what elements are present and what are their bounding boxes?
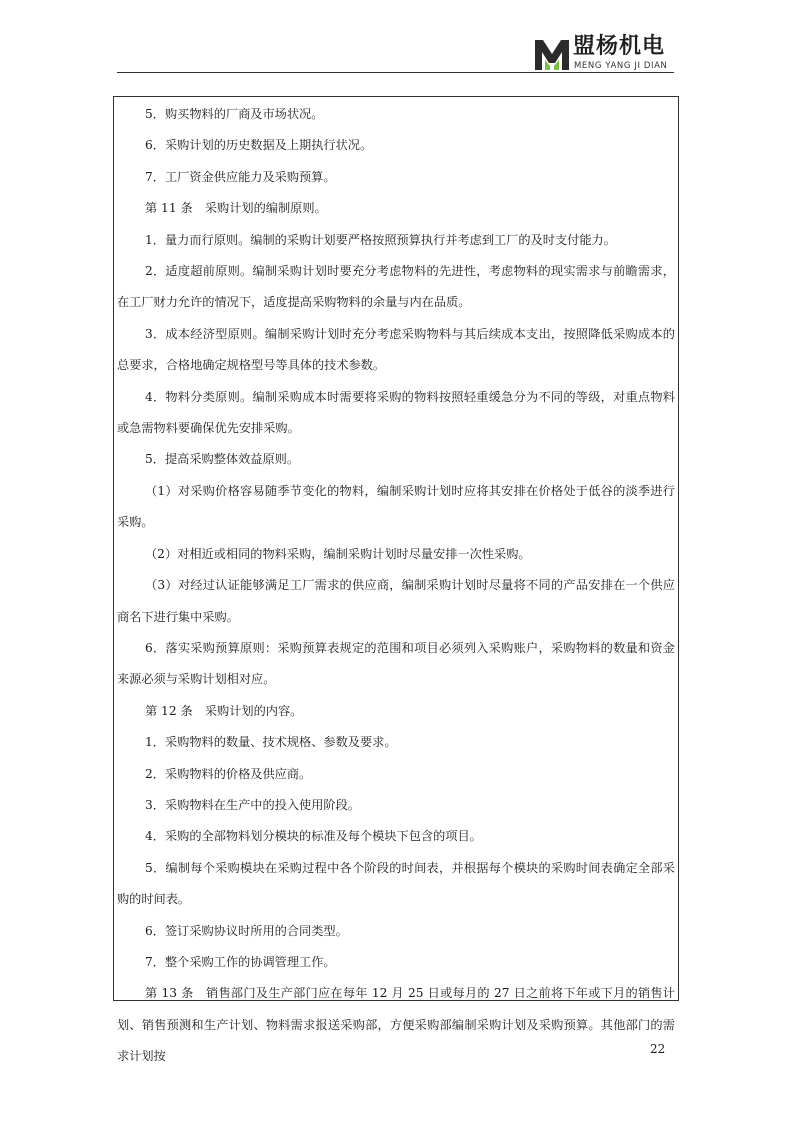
paragraph: 4．采购的全部物料划分模块的标准及每个模块下包含的项目。 (145, 829, 482, 844)
paragraph: 1．采购物料的数量、技术规格、参数及要求。 (145, 735, 397, 750)
paragraph: 1．量力而行原则。编制的采购计划要严格按照预算执行并考虑到工厂的及时支付能力。 (145, 232, 616, 247)
paragraph: 3．采购物料在生产中的投入使用阶段。 (145, 797, 360, 812)
paragraph: 2．适度超前原则。编制采购计划时要充分考虑物料的先进性，考虑物料的现实需求与前瞻需求，在工厂财力允许的情况下，适度提高采购物料的余量与内在品质。 (117, 264, 675, 310)
document-body (117, 99, 675, 1073)
paragraph: （2）对相近或相同的物料采购，编制采购计划时尽量安排一次性采购。 (145, 546, 531, 561)
paragraph: 2．采购物料的价格及供应商。 (145, 766, 312, 781)
brand-name-cn: 盟杨机电 (573, 34, 666, 59)
paragraph: （1）对采购价格容易随季节变化的物料，编制采购计划时应将其安排在价格处于低谷的淡季进行采购。 (117, 483, 675, 530)
brand-name-en: MENG YANG JI DIAN (574, 61, 668, 71)
article-heading: 第 12 条 采购计划的内容。 (145, 703, 303, 718)
paragraph: 7．工厂资金供应能力及采购预算。 (145, 169, 336, 184)
paragraph: 4．物料分类原则。编制采购成本时需要将采购的物料按照轻重缓急分为不同的等级，对重点物料或急需物料要确保优先安排采购。 (117, 389, 675, 436)
my-logo-icon (534, 38, 570, 71)
paragraph: 5．提高采购整体效益原则。 (145, 452, 300, 467)
page-header (0, 0, 793, 75)
paragraph: 6．落实采购预算原则：采购预算表规定的范围和项目必须列入采购账户，采购物料的数量和资金来源必须与采购计划相对应。 (117, 640, 675, 687)
paragraph: 7．整个采购工作的协调管理工作。 (145, 954, 336, 969)
paragraph: 5．编制每个采购模块在采购过程中各个阶段的时间表，并根据每个模块的采购时间表确定全部采购的时间表。 (117, 860, 675, 907)
article-heading: 第 11 条 采购计划的编制原则。 (145, 201, 327, 216)
paragraph: 3．成本经济型原则。编制采购计划时充分考虑采购物料与其后续成本支出，按照降低采购成本的总要求，合格地确定规格型号等具体的技术参数。 (117, 326, 675, 373)
page-number: 22 (650, 1042, 666, 1056)
article-heading: 第 13 条 销售部门及生产部门应在每年 12 月 25 日或每月的 27 日之前将下年或下月的销售计划、销售预测和生产计划、物料需求报送采购部，方便采购部编制采购计划及采购预算。其他部门的需求计划按 (117, 986, 675, 1064)
paragraph: 5．购买物料的厂商及市场状况。 (145, 107, 324, 121)
paragraph: 6．采购计划的历史数据及上期执行状况。 (145, 138, 373, 153)
paragraph: 6．签订采购协议时所用的合同类型。 (145, 923, 348, 938)
header-divider (117, 72, 674, 73)
paragraph: （3）对经过认证能够满足工厂需求的供应商，编制采购计划时尽量将不同的产品安排在一个供应商名下进行集中采购。 (117, 578, 675, 624)
